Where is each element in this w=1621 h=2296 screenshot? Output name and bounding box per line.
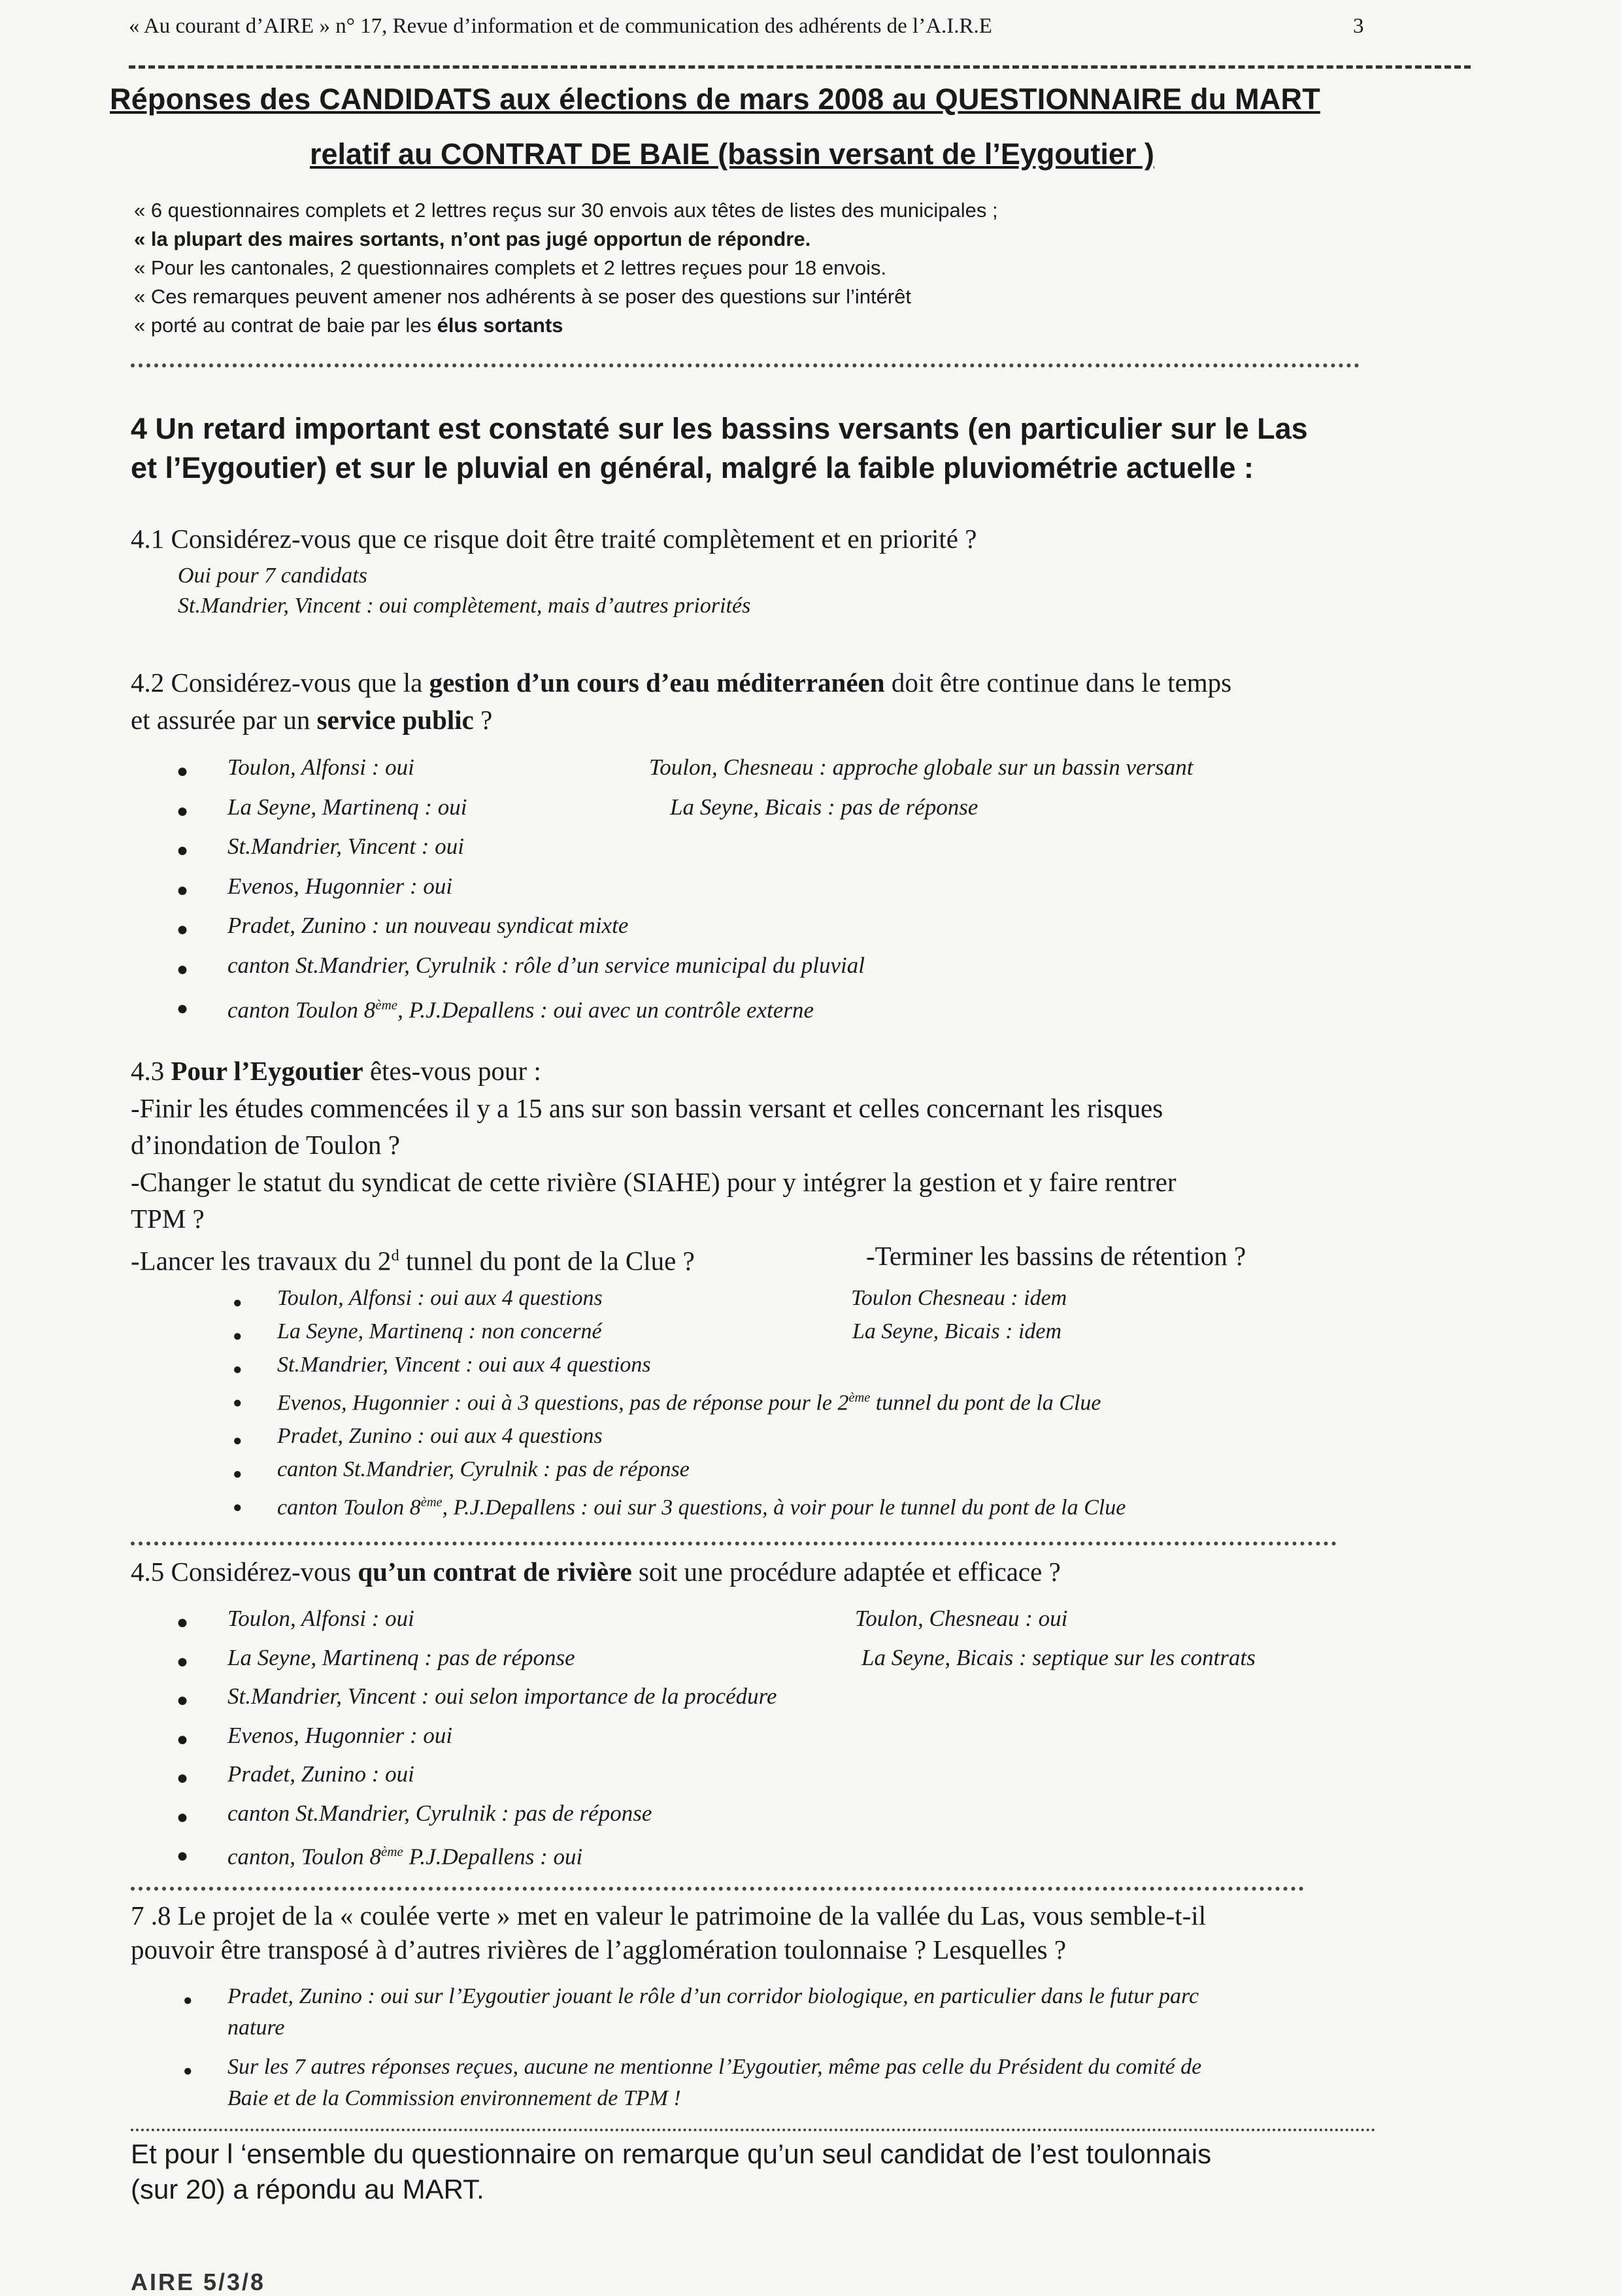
intro-line-3: « Pour les cantonales, 2 questionnaires complets et 2 lettres reçues pour 18 envois. — [134, 256, 887, 279]
q43-responses — [277, 1281, 1454, 1525]
intro-line-1: « 6 questionnaires complets et 2 lettres reçus sur 30 envois aux têtes de listes des municipales ; — [134, 199, 998, 222]
list-item: ● La Seyne, Martinenq : pas de réponse La Seyne, Bicais : septique sur les contrats — [227, 1638, 1404, 1678]
header-divider — [129, 65, 1471, 69]
list-item: ● Toulon, Alfonsi : oui Toulon, Chesneau : approche globale sur un bassin versant — [227, 748, 1404, 788]
list-item: ● Pradet, Zunino : oui — [227, 1755, 1404, 1794]
dotted-separator — [131, 1887, 1304, 1891]
list-item: ● Evenos, Hugonnier : oui — [227, 867, 1404, 907]
list-item: ● canton, Toulon 8ème P.J.Depallens : oui — [227, 1832, 1404, 1876]
list-item: ● St.Mandrier, Vincent : oui aux 4 questions — [277, 1348, 1454, 1381]
page-number: 3 — [1353, 14, 1364, 38]
list-item: ● Evenos, Hugonnier : oui — [227, 1716, 1404, 1755]
q43-question: 4.3 Pour l’Eygoutier êtes-vous pour : -Finir les études commencées il y a 15 ans sur son bassin versant et celles concernant les risques d’inondation de Toulon ? -Changer le statut du syndicat de cette rivière (SIAHE) pour y intégrer la gestion et y faire rentrer TPM ? -Lancer les travaux du 2$^d$ tunnel du pont de la Clue ? -Terminer les bassins de rétention ? — [131, 1056, 1246, 1276]
list-item: ● Pradet, Zunino : un nouveau syndicat mixte — [227, 906, 1404, 946]
intro-line-2: « la plupart des maires sortants, n’ont pas jugé opportun de répondre. — [134, 228, 811, 250]
list-item: ● Sur les 7 autres réponses reçues, aucune ne mentionne l’Eygoutier, même pas celle du Président du comité de Baie et de la Commission environnement de TPM ! — [227, 2051, 1476, 2114]
list-item: ● Pradet, Zunino : oui sur l’Eygoutier jouant le rôle d’un corridor biologique, en particulier dans le futur parc nature — [227, 1981, 1476, 2044]
intro-line-5: « porté au contrat de baie par les élus sortants — [134, 314, 563, 337]
title-line-1: Réponses des CANDIDATS aux élections de mars 2008 au QUESTIONNAIRE du MART — [110, 82, 1320, 116]
q41-answers — [178, 561, 750, 621]
list-item: ● La Seyne, Martinenq : non concerné La Seyne, Bicais : idem — [277, 1315, 1454, 1348]
intro-block — [134, 196, 998, 340]
conclusion: Et pour l ‘ensemble du questionnaire on remarque qu’un seul candidat de l’est toulonnais (sur 20) a répondu au MART. — [131, 2138, 1212, 2204]
footer-code: AIRE 5/3/8 — [131, 2269, 266, 2295]
q41-answer-1: Oui pour 7 candidats — [178, 564, 367, 588]
dotted-separator — [131, 1542, 1337, 1545]
q41-question: 4.1 Considérez-vous que ce risque doit être traité complètement et en priorité ? — [131, 524, 977, 554]
q78-question: 7 .8 Le projet de la « coulée verte » met en valeur le patrimoine de la vallée du Las, vous semble-t-il pouvoir être transposé à d’autres rivières de l’agglomération toulonnaise ? Lesquelles ? — [131, 1900, 1207, 1965]
running-header: « Au courant d’AIRE » n° 17, Revue d’information et de communication des adhérents de l’A.I.R.E — [129, 14, 992, 38]
title-line-2: relatif au CONTRAT DE BAIE (bassin versant de l’Eygoutier ) — [310, 137, 1154, 171]
list-item: ● St.Mandrier, Vincent : oui selon importance de la procédure — [227, 1677, 1404, 1716]
list-item: ● La Seyne, Martinenq : oui La Seyne, Bicais : pas de réponse — [227, 788, 1404, 828]
list-item: ● canton St.Mandrier, Cyrulnik : pas de réponse — [277, 1453, 1454, 1486]
intro-line-4: « Ces remarques peuvent amener nos adhérents à se poser des questions sur l’intérêt — [134, 285, 912, 308]
list-item: ● canton Toulon 8ème, P.J.Depallens : oui avec un contrôle externe — [227, 985, 1404, 1030]
list-item: ● canton St.Mandrier, Cyrulnik : rôle d’un service municipal du pluvial — [227, 946, 1404, 986]
section-4-heading: 4 Un retard important est constaté sur les bassins versants (en particulier sur le Las et l’Eygoutier) et sur le pluvial en général, malgré la faible pluviométrie actuelle : — [131, 412, 1308, 484]
list-item: ● Toulon, Alfonsi : oui aux 4 questions Toulon Chesneau : idem — [277, 1281, 1454, 1315]
list-item: ● canton St.Mandrier, Cyrulnik : pas de réponse — [227, 1794, 1404, 1833]
q78-responses — [227, 1981, 1476, 2114]
q45-question: 4.5 Considérez-vous qu’un contrat de rivière soit une procédure adaptée et efficace ? — [131, 1557, 1061, 1587]
list-item: ● Pradet, Zunino : oui aux 4 questions — [277, 1419, 1454, 1453]
q42-responses — [227, 748, 1404, 1030]
list-item: ● Toulon, Alfonsi : oui Toulon, Chesneau : oui — [227, 1599, 1404, 1638]
dotted-separator — [131, 2129, 1376, 2131]
q41-answer-2: St.Mandrier, Vincent : oui complètement, mais d’autres priorités — [178, 594, 751, 618]
list-item: ● St.Mandrier, Vincent : oui — [227, 827, 1404, 867]
list-item: ● Evenos, Hugonnier : oui à 3 questions, pas de réponse pour le 2ème tunnel du pont de la Clue — [277, 1381, 1454, 1419]
q45-responses — [227, 1599, 1404, 1876]
elus-sortants: élus sortants — [437, 314, 563, 337]
list-item: ● canton Toulon 8ème, P.J.Depallens : oui sur 3 questions, à voir pour le tunnel du pont de la Clue — [277, 1486, 1454, 1524]
dotted-separator — [131, 363, 1360, 367]
q42-question: 4.2 Considérez-vous que la gestion d’un cours d’eau méditerranéen doit être continue dans le temps et assurée par un service public ? — [131, 667, 1232, 735]
